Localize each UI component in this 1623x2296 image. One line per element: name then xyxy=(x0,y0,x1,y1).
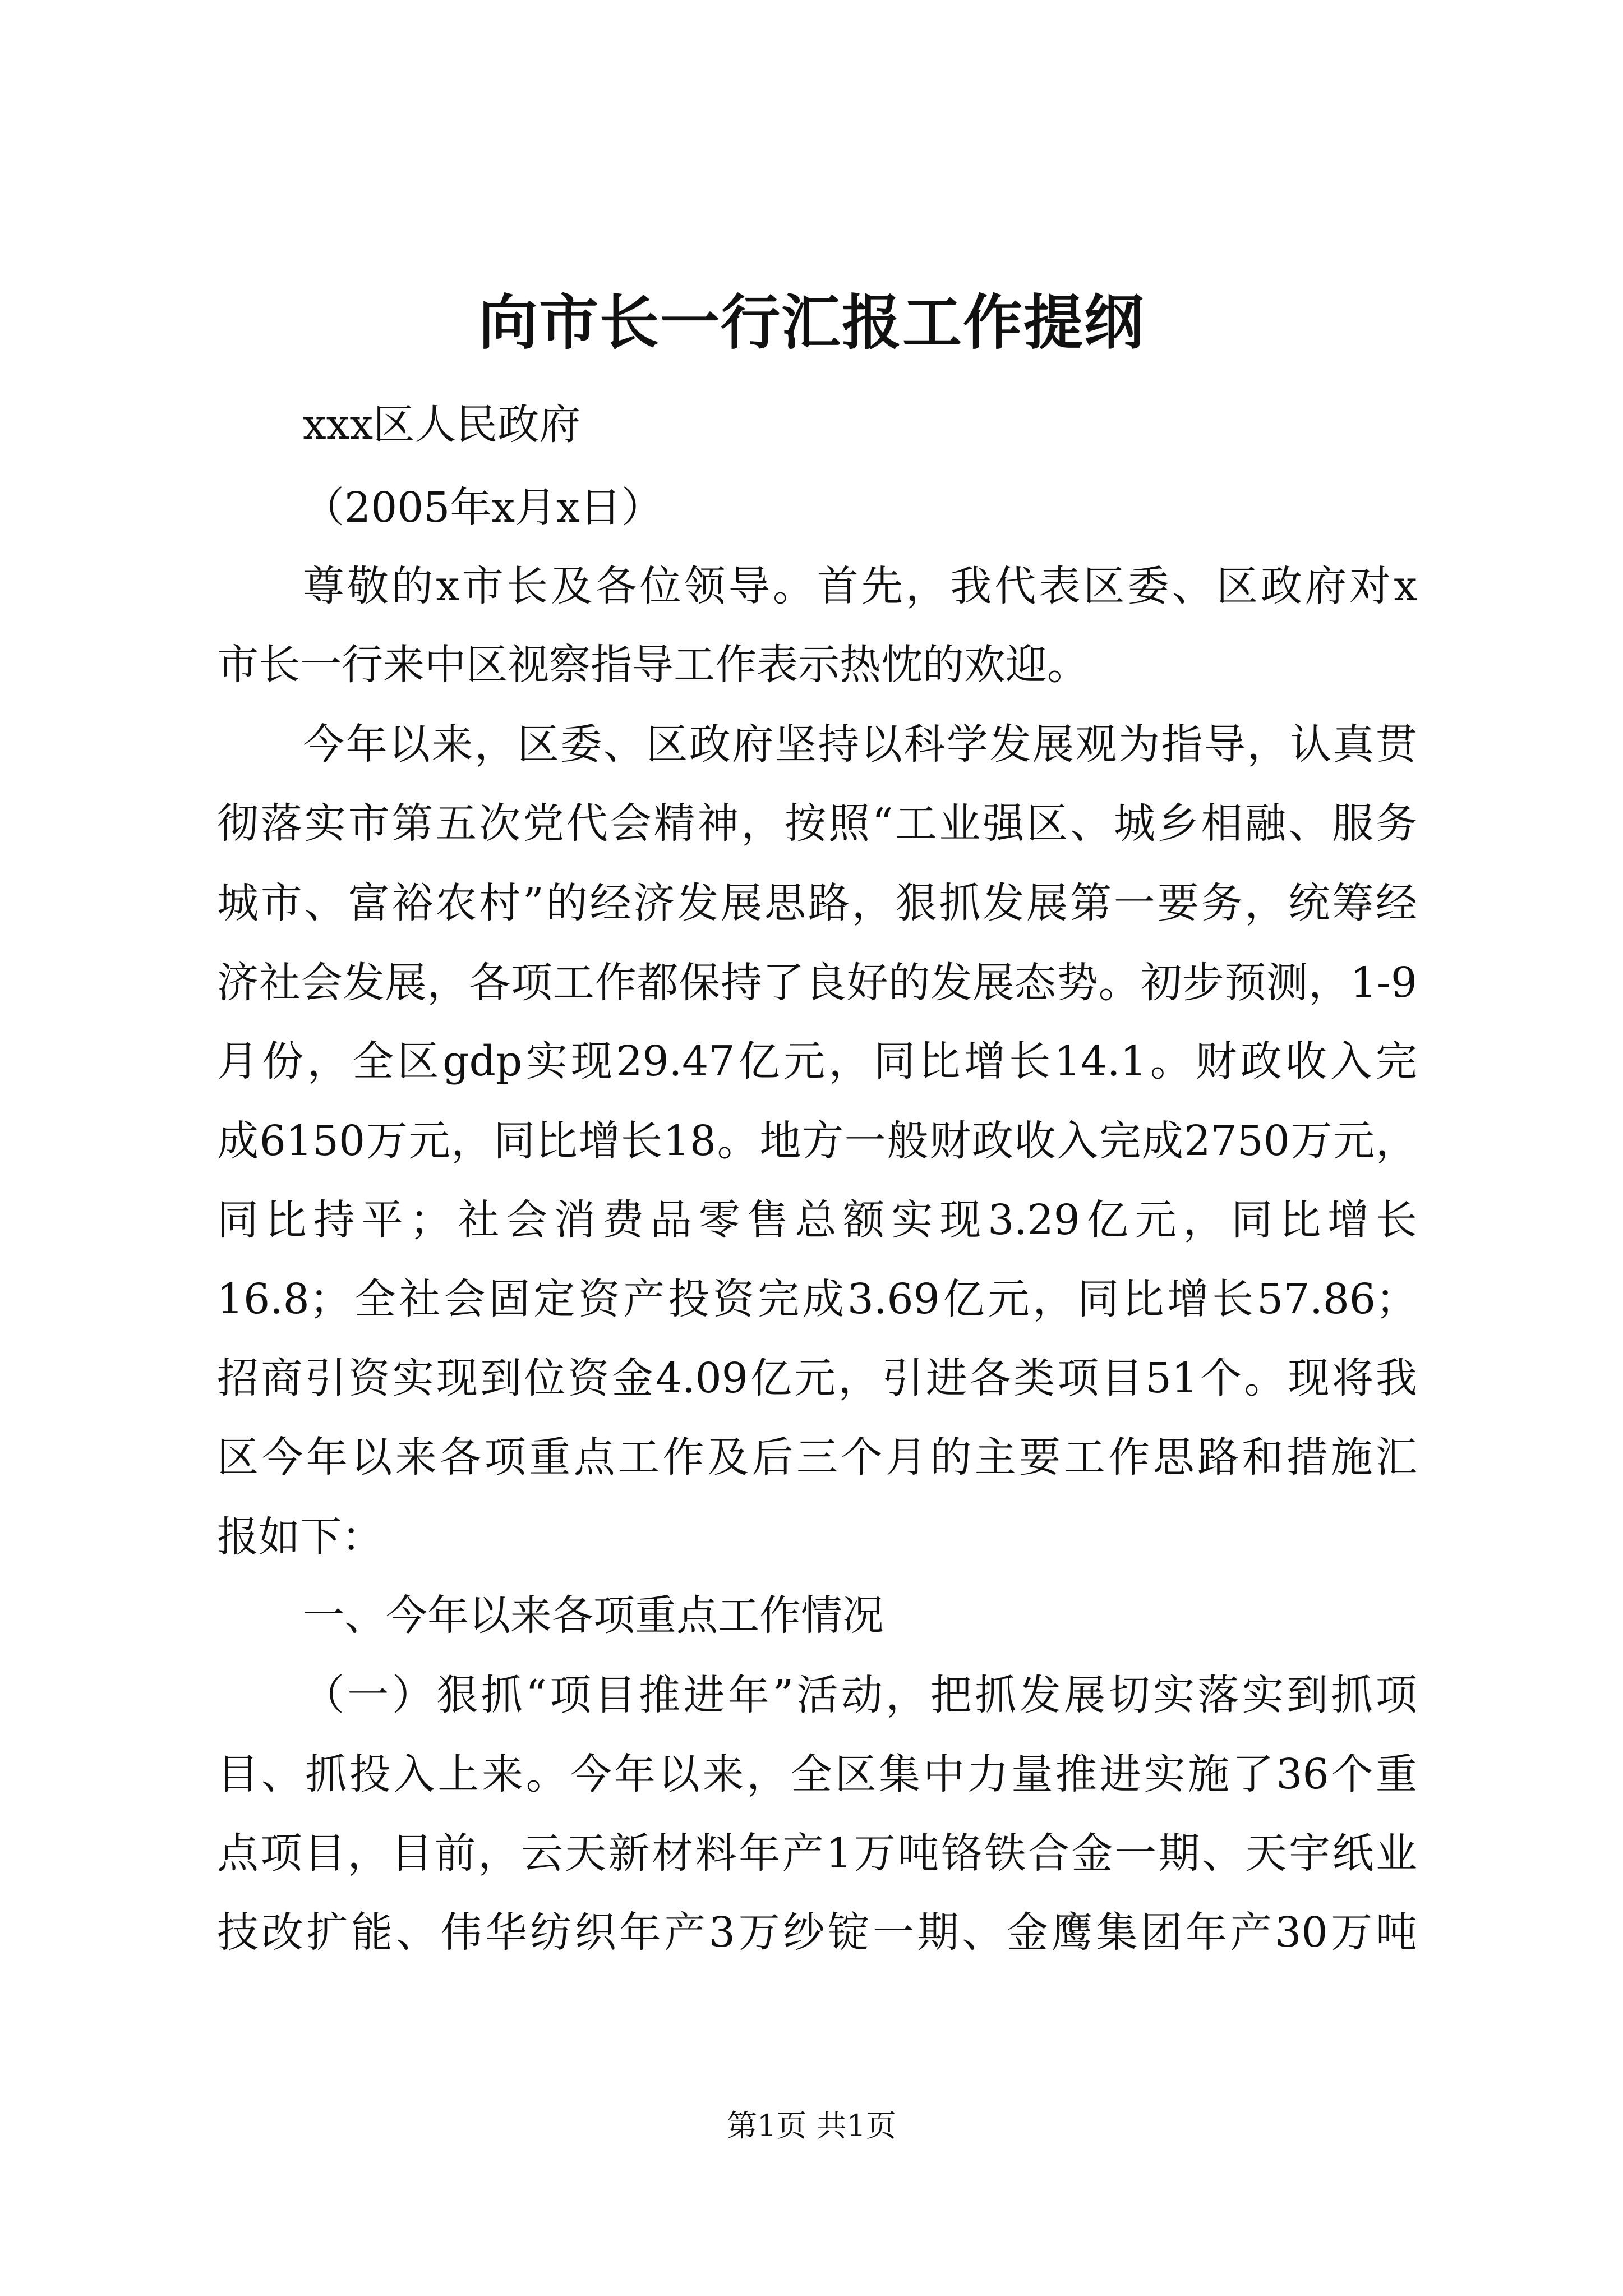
paragraph-line: 成6150万元，同比增长18。地方一般财政收入完成2750万元， xyxy=(217,1117,1417,1165)
paragraph-line: 市长一行来中区视察指导工作表示热忱的欢迎。 xyxy=(217,641,1089,689)
paragraph-line: 济社会发展，各项工作都保持了良好的发展态势。初步预测，1-9 xyxy=(217,959,1417,1007)
paragraph-line: 月份，全区gdp实现29.47亿元，同比增长14.1。财政收入完 xyxy=(217,1037,1417,1085)
paragraph-line: 目、抓投入上来。今年以来，全区集中力量推进实施了36个重 xyxy=(217,1750,1417,1798)
paragraph-line: 16.8；全社会固定资产投资完成3.69亿元，同比增长57.86； xyxy=(217,1275,1417,1323)
paragraph-line: 城市、富裕农村”的经济发展思路，狠抓发展第一要务，统筹经 xyxy=(217,879,1417,927)
paragraph-line: 彻落实市第五次党代会精神，按照“工业强区、城乡相融、服务 xyxy=(217,799,1417,848)
paragraph-line: 尊敬的x市长及各位领导。首先，我代表区委、区政府对x xyxy=(303,562,1417,610)
paragraph-line: 技改扩能、伟华纺织年产3万纱锭一期、金鹰集团年产30万吨 xyxy=(217,1908,1417,1957)
page-number-footer: 第1页 共1页 xyxy=(727,2108,896,2143)
paragraph-line: 报如下： xyxy=(217,1513,383,1561)
paragraph-line: 区今年以来各项重点工作及后三个月的主要工作思路和措施汇 xyxy=(217,1433,1417,1481)
paragraph-line: （一）狠抓“项目推进年”活动，把抓发展切实落实到抓项 xyxy=(303,1671,1417,1719)
date-line: （2005年x月x日） xyxy=(303,484,663,532)
paragraph-line: 今年以来，区委、区政府坚持以科学发展观为指导，认真贯 xyxy=(303,720,1417,769)
section-heading: 一、今年以来各项重点工作情况 xyxy=(303,1591,884,1640)
issuer-line: xxx区人民政府 xyxy=(303,401,581,449)
document-title: 向市长一行汇报工作提纲 xyxy=(478,287,1145,357)
paragraph-line: 招商引资实现到位资金4.09亿元，引进各类项目51个。现将我 xyxy=(217,1354,1417,1402)
paragraph-line: 同比持平；社会消费品零售总额实现3.29亿元，同比增长 xyxy=(217,1196,1417,1244)
paragraph-line: 点项目，目前，云天新材料年产1万吨铬铁合金一期、天宇纸业 xyxy=(217,1829,1417,1878)
